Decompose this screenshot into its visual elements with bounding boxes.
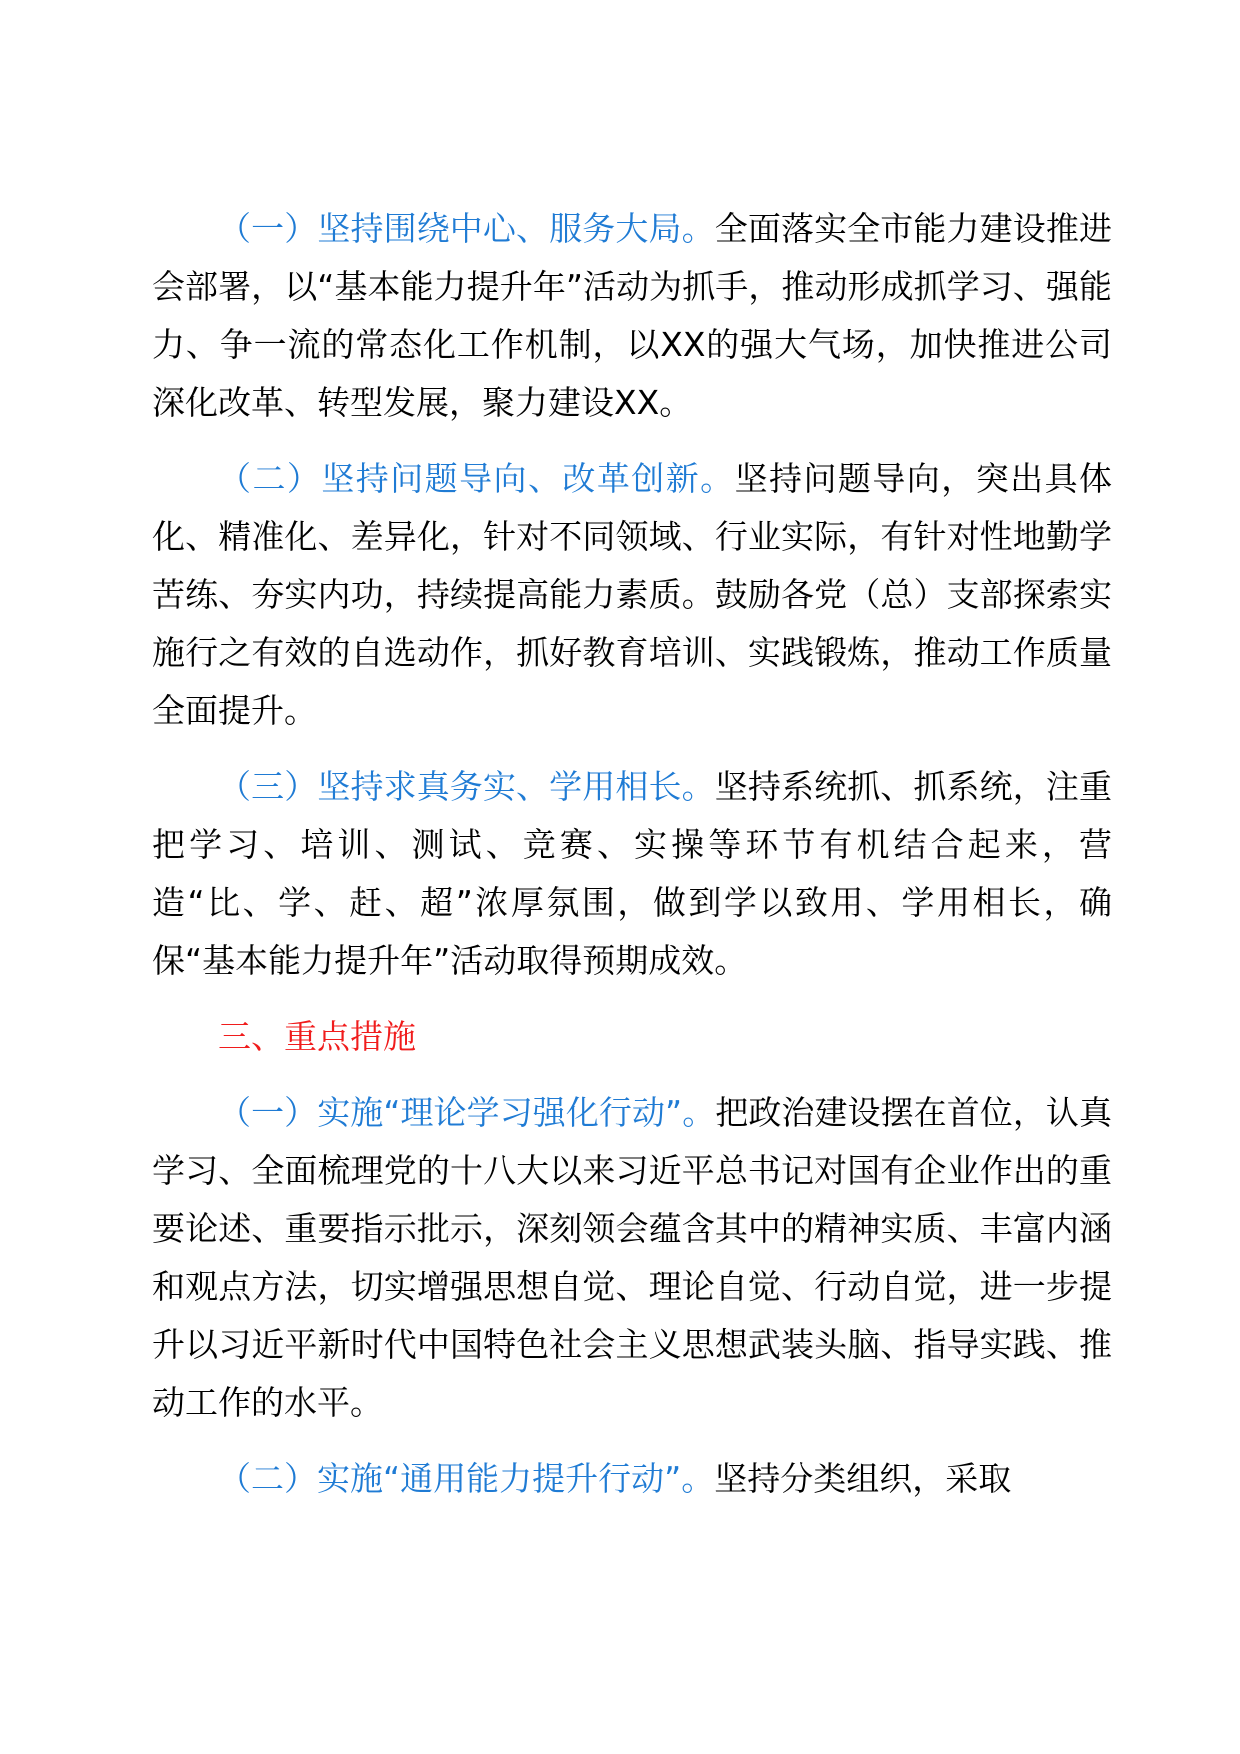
- measure-paragraph-1: [152, 1084, 1112, 1432]
- measure-body-1: 把政治建设摆在首位，认真学习、全面梳理党的十八大以来习近平总书记对国有企业作出的重要论述、重要指示批示，深刻领会蕴含其中的精神实质、丰富内涵和观点方法，切实增强思想自觉、理论自觉、行动自觉，进一步提升以习近平新时代中国特色社会主义思想武装头脑、指导实践、推动工作的水平。: [152, 1093, 1112, 1422]
- principle-paragraph-2: [152, 450, 1112, 740]
- principle-lead-1: （一）坚持围绕中心、服务大局。: [218, 209, 715, 248]
- principle-paragraph-1: [152, 200, 1112, 432]
- principle-body-3: 坚持系统抓、抓系统，注重把学习、培训、测试、竞赛、实操等环节有机结合起来，营造“比、学、赶、超”浓厚氛围，做到学以致用、学用相长，确保“基本能力提升年”活动取得预期成效。: [152, 767, 1113, 980]
- principle-body-2: 坚持问题导向，突出具体化、精准化、差异化，针对不同领域、行业实际，有针对性地勤学苦练、夯实内功，持续提高能力素质。鼓励各党（总）支部探索实施行之有效的自选动作，抓好教育培训、实践锻炼，推动工作质量全面提升。: [152, 459, 1113, 730]
- measure-paragraph-2: [152, 1450, 1112, 1508]
- principle-lead-2: （二）坚持问题导向、改革创新。: [218, 459, 735, 498]
- measure-lead-2: （二）实施“通用能力提升行动”。: [218, 1459, 715, 1498]
- measure-body-2: 坚持分类组织，采取: [714, 1459, 1012, 1498]
- principle-paragraph-3: [152, 758, 1112, 990]
- measure-lead-1: （一）实施“理论学习强化行动”。: [218, 1093, 716, 1132]
- principle-body-1: 全面落实全市能力建设推进会部署，以“基本能力提升年”活动为抓手，推动形成抓学习、强能力、争一流的常态化工作机制，以XX的强大气场，加快推进公司深化改革、转型发展，聚力建设XX。: [152, 209, 1113, 422]
- principle-lead-3: （三）坚持求真务实、学用相长。: [218, 767, 715, 806]
- section-heading: 三、重点措施: [218, 1017, 416, 1056]
- document-body: [152, 200, 1112, 1526]
